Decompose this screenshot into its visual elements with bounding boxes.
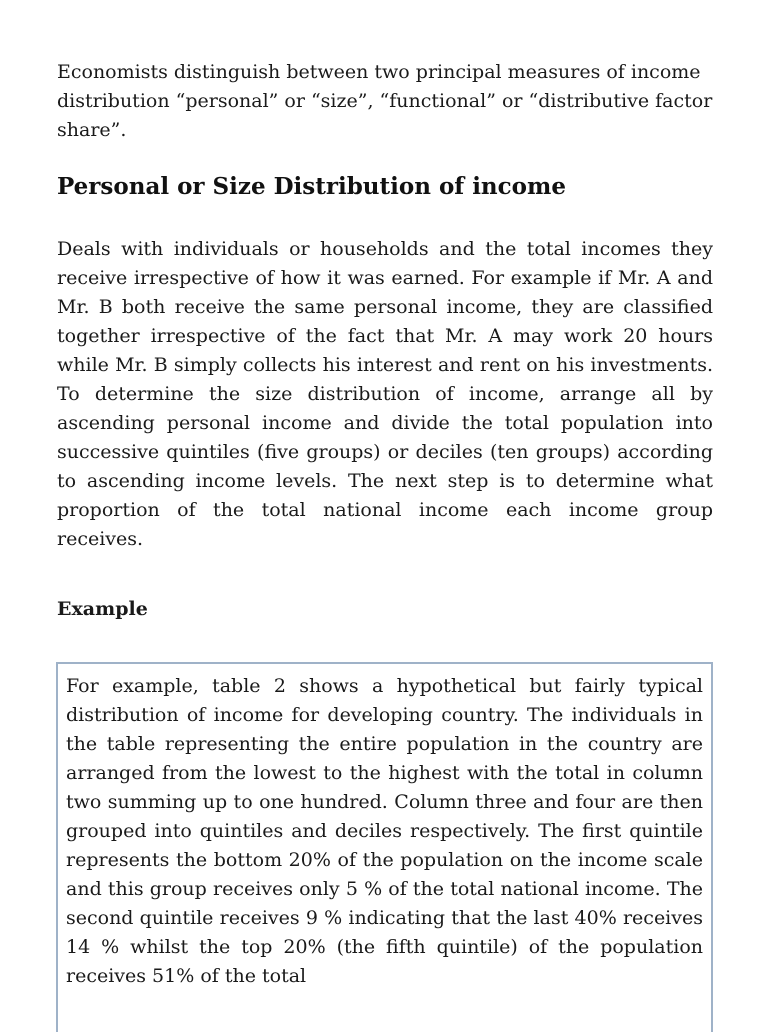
section-body-paragraph: Deals with individuals or households and the total incomes they receive irrespective of how it was earned. For example if Mr. A and Mr. B both receive the same personal income, they are classified together irrespective of the fact that Mr. A may work 20 hours while Mr. B simply collects his interest and rent on his investments. To determine the size distribution of income, arrange all by ascending personal income and divide the total population into successive quintiles (five groups) or deciles (ten groups) according to ascending income levels. The next step is to determine what proportion of the total national income each income group receives. [57,238,713,550]
example-heading: Example [57,598,148,620]
example-callout-box [56,662,713,1032]
document-page [57,58,713,1032]
example-paragraph: For example, table 2 shows a hypothetical but fairly typical distribution of income for developing country. The individuals in the table representing the entire population in the country are arranged from the lowest to the highest with the total in column two summing up to one hundred. Column three and four are then grouped into quintiles and deciles respectively. The first quintile represents the bottom 20% of the population on the income scale and this group receives only 5 % of the total national income. The second quintile receives 9 % indicating that the last 40% receives 14 % whilst the top 20% (the fifth quintile) of the population receives 51% of the total [66,675,703,987]
section-heading: Personal or Size Distribution of income [57,173,566,200]
intro-paragraph: Economists distinguish between two principal measures of income distribution “personal” or “size”, “functional” or “distributive factor share”. [57,61,713,141]
